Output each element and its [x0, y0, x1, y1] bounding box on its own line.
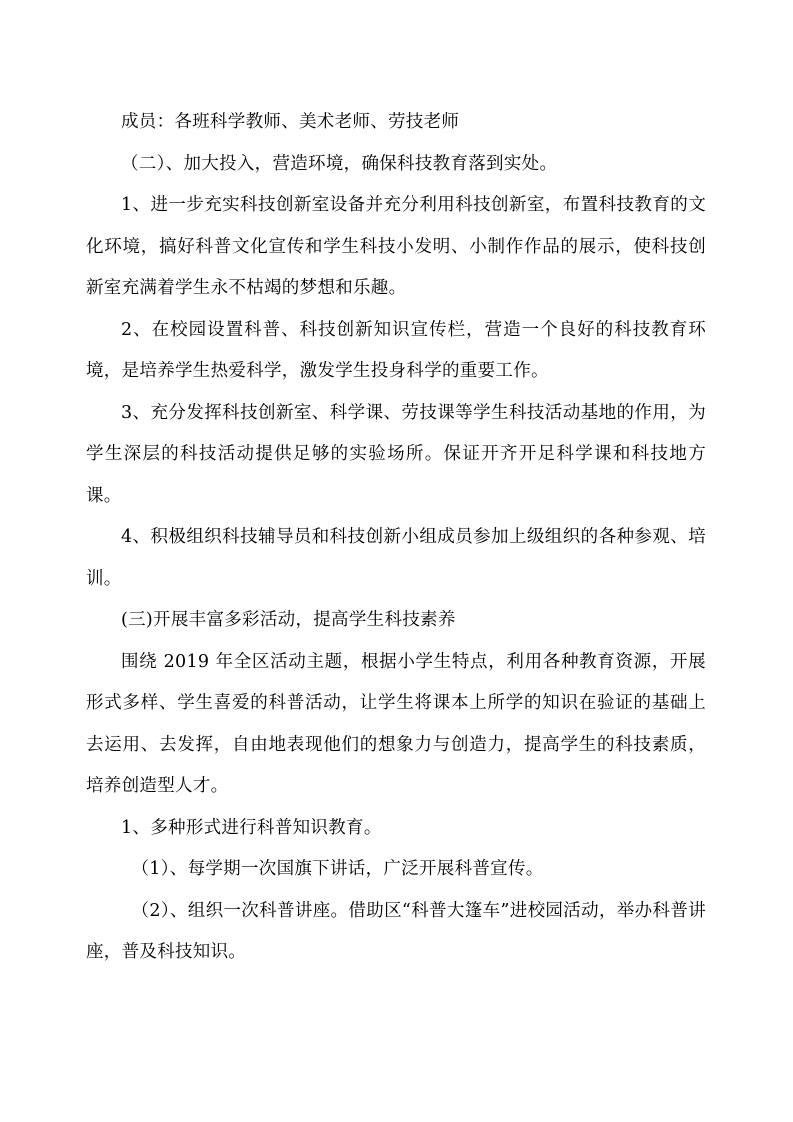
sub-item-1-heading: 1、多种形式进行科普知识教育。 [121, 817, 382, 838]
sub-item-1-2: （2）、组织一次科普讲座。借助区“科普大篷车”进校园活动，举办科普讲座，普及科技知识。 [86, 900, 706, 962]
item-1-paragraph: 1、进一步充实科技创新室设备并充分利用科技创新室，布置科技教育的文化环境，搞好科普文化宣传和学生科技小发明、小制作作品的展示，使科技创新室充满着学生永不枯竭的梦想和乐趣。 [86, 195, 706, 298]
item-2-paragraph: 2、在校园设置科普、科技创新知识宣传栏，营造一个良好的科技教育环境，是培养学生热爱科学，激发学生投身科学的重要工作。 [86, 319, 706, 381]
members-line: 成员：各班科学教师、美术老师、劳技老师 [121, 112, 460, 132]
document-body [86, 102, 706, 974]
section-heading-3: (三)开展丰富多彩活动，提高学生科技素养 [121, 610, 456, 630]
activity-intro-paragraph: 围绕 2019 年全区活动主题，根据小学生特点，利用各种教育资源，开展形式多样、学生喜爱的科普活动，让学生将课本上所学的知识在验证的基础上去运用、去发挥，自由地表现他们的想象力与创造力，提高学生的科技素质，培养创造型人才。 [86, 651, 706, 796]
section-heading-2: （二）、加大投入，营造环境，确保科技教育落到实处。 [121, 153, 558, 174]
sub-item-1-1: （1）、每学期一次国旗下讲话，广泛开展科普宣传。 [131, 859, 544, 879]
item-4-paragraph: 4、积极组织科技辅导员和科技创新小组成员参加上级组织的各种参观、培训。 [86, 527, 706, 589]
item-3-paragraph: 3、充分发挥科技创新室、科学课、劳技课等学生科技活动基地的作用，为学生深层的科技活动提供足够的实验场所。保证开齐开足科学课和科技地方课。 [86, 402, 706, 506]
